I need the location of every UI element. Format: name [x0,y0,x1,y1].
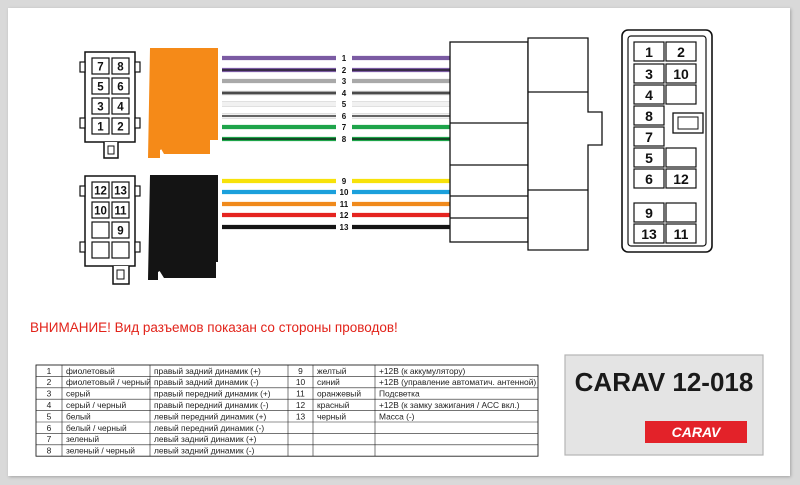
table-cell: правый задний динамик (+) [154,365,261,376]
upper-pin-label: 5 [97,81,104,94]
table-cell: левый передний динамик (+) [154,411,267,422]
lower-connector-latch-left [80,186,85,196]
table-cell: левый передний динамик (-) [154,422,265,433]
upper-pin-label: 1 [97,121,104,134]
right-pin-label: 7 [645,129,653,145]
wire-6-label: 6 [341,112,347,121]
table-cell: 7 [46,434,52,445]
upper-connector-latch-right-2 [135,118,140,128]
wire-9-label: 9 [341,177,347,186]
wire-1-label: 1 [341,54,347,63]
upper-left-connector [80,52,140,158]
table-cell: 6 [46,422,52,433]
table-cell: зеленый [66,434,99,445]
table-cell: 2 [46,377,52,388]
upper-plug-tab [156,140,210,154]
model-name: CARAV 12-018 [574,367,754,397]
right-pin-label: 13 [641,226,657,242]
wire-12-label: 12 [339,211,349,220]
table-cell: зеленый / черный [66,445,135,456]
lower-left-connector [80,176,140,284]
right-pin-label: 2 [677,44,685,60]
table-cell: серый [66,388,91,399]
lower-pin-label: 10 [94,205,107,218]
middle-connector-cap [528,38,602,250]
table-cell: 12 [295,400,306,410]
wire-13-label: 13 [339,223,349,232]
wire-bundle [222,53,450,232]
right-pin-label: 6 [645,171,653,187]
upper-plug [148,48,218,158]
table-cell: +12В (к аккумулятору) [379,365,466,376]
wire-10-label: 10 [339,188,349,197]
upper-connector-latch-left-2 [80,118,85,128]
table-cell: фиолетовый [66,365,115,376]
right-connector [622,30,712,252]
table-cell: 4 [46,400,52,410]
lower-pin-label: 12 [94,185,107,198]
upper-pin-label: 2 [117,121,124,134]
upper-pin-label: 4 [117,101,124,114]
warning-text: ВНИМАНИЕ! Вид разъемов показан со стороны проводов! [30,320,398,335]
upper-pin-label: 7 [97,61,104,74]
lower-pin-cell [92,242,109,258]
right-pin-cell [666,203,696,222]
table-cell: правый задний динамик (-) [154,377,259,388]
wire-2-label: 2 [341,66,347,75]
lower-plug [148,175,218,280]
lower-connector-latch-left-2 [80,242,85,252]
right-pin-label: 1 [645,44,653,60]
table-cell: красный [317,400,350,410]
lower-pin-label: 13 [114,185,127,198]
table-cell: Масса (-) [379,411,415,422]
wire-4-label: 4 [341,89,347,98]
lower-pin-cell [112,242,129,258]
upper-connector-latch-right [135,62,140,72]
right-pin-label: 3 [645,66,653,82]
table-cell: белый / черный [66,422,127,433]
middle-connector [450,38,602,250]
table-cell: черный [317,411,347,422]
right-pin-label: 10 [673,66,689,82]
brand-panel [565,355,763,455]
lower-connector-latch-right [135,186,140,196]
wire-8-label: 8 [341,135,347,144]
table-cell: оранжевый [317,388,362,399]
right-pin-label: 4 [645,87,653,103]
lower-pin-label: 9 [117,225,124,238]
table-cell: 11 [296,388,305,399]
right-pin-label: 9 [645,205,653,221]
table-cell: 9 [298,365,303,376]
wire-5-label: 5 [341,100,347,109]
carav-logo-text: CARAV [671,424,721,440]
table-cell: белый [66,411,91,422]
upper-pin-label: 8 [117,61,124,74]
table-cell: правый передний динамик (+) [154,388,271,399]
lower-connector-latch-right-2 [135,242,140,252]
table-cell: 1 [46,365,52,376]
wire-3-label: 3 [341,77,347,86]
right-pin-label: 11 [673,226,689,242]
wire-7-label: 7 [341,123,347,132]
right-pin-label: 12 [673,171,689,187]
wire-11-label: 11 [339,200,349,209]
table-cell: 13 [295,411,306,422]
table-cell: 3 [46,388,52,399]
table-cell: Подсветка [379,388,420,399]
table-cell: фиолетовый / черный [66,377,151,388]
lower-pin-cell [92,222,109,238]
lower-pin-label: 11 [114,205,127,218]
table-cell: +12В (к замку зажигания / АСС вкл.) [379,400,520,410]
table-cell: синий [317,377,340,388]
table-cell: 5 [46,411,52,422]
wiring-diagram [8,8,790,476]
table-cell: правый передний динамик (-) [154,400,269,410]
table-cell: левый задний динамик (-) [154,445,255,456]
upper-connector-latch-left [80,62,85,72]
diagram-card [8,8,790,476]
upper-connector-key [104,142,118,158]
upper-pin-label: 3 [97,101,104,114]
right-pin-label: 8 [645,108,653,124]
right-pin-cell [666,85,696,104]
table-cell: 8 [46,445,52,456]
pinout-table [36,365,538,456]
lower-connector-key [113,266,129,284]
middle-connector-housing [450,42,528,242]
right-pin-label: 5 [645,150,653,166]
table-cell: желтый [317,365,347,376]
table-cell: 10 [295,377,306,388]
table-cell: левый задний динамик (+) [154,434,257,445]
right-pin-cell [666,148,696,167]
upper-pin-label: 6 [117,81,124,94]
table-cell: серый / черный [66,400,127,410]
lower-plug-tab [154,262,216,278]
table-cell: +12В (управление автоматич. антенной) [379,377,537,388]
